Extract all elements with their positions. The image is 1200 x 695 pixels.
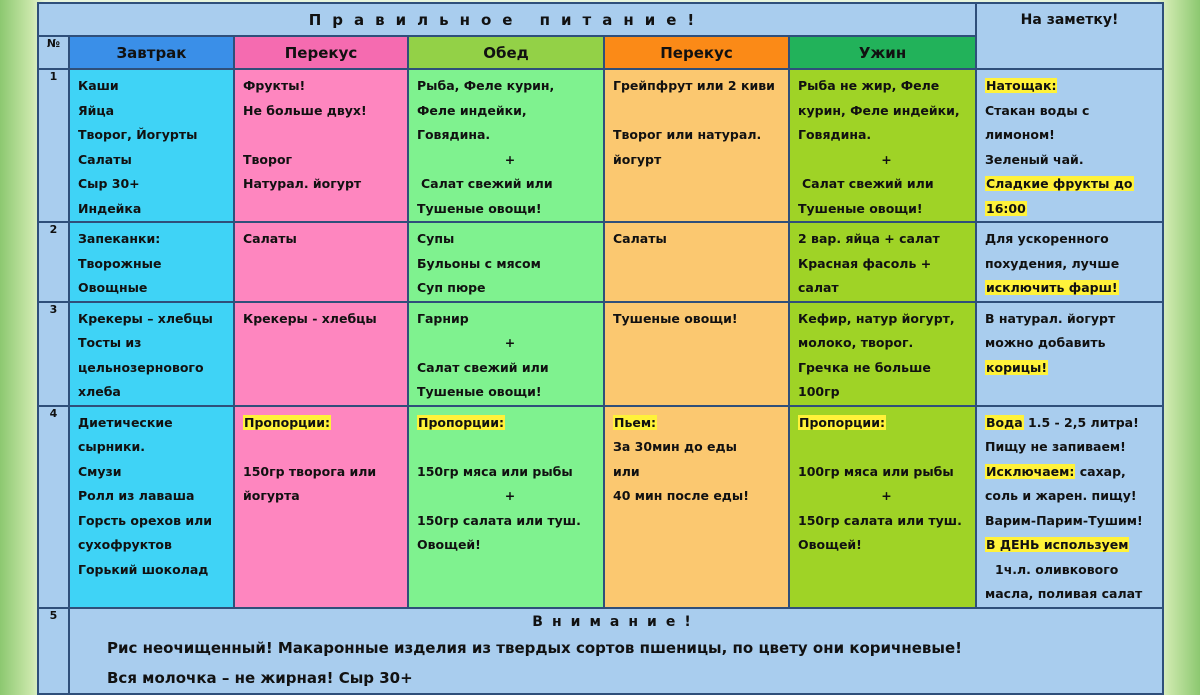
highlight: корицы!	[986, 359, 1048, 375]
cell-line: йогурт	[613, 151, 662, 167]
cell-line: Салат свежий или	[417, 359, 549, 375]
cell-breakfast	[69, 69, 234, 222]
cell-line: Салаты	[243, 231, 297, 246]
cell-line: Салат свежий или	[421, 176, 553, 191]
cell-line: Красная фасоль +	[798, 255, 932, 271]
cell-text: сахар,	[1075, 463, 1126, 479]
cell-line: Ролл из лаваша	[78, 488, 195, 503]
cell-line: Натурал. йогурт	[243, 176, 362, 191]
row-number: 4	[38, 406, 69, 608]
cell-line: йогурта	[243, 488, 300, 503]
cell-line: Супы	[417, 231, 455, 246]
cell-line: салат	[798, 280, 839, 295]
cell-line: 100гр мяса или рыбы	[798, 463, 954, 479]
cell-line: Запеканки:	[78, 231, 161, 246]
cell-line: Салат свежий или	[802, 176, 934, 191]
cell-line: Тушеные овощи!	[798, 200, 923, 216]
cell-line	[613, 411, 788, 436]
cell-line: Зеленый чай.	[985, 151, 1084, 167]
cell-notes	[976, 222, 1163, 302]
highlight: Пропорции:	[244, 414, 330, 430]
attention-line: Вся молочка – не жирная! Сыр 30+	[107, 668, 413, 687]
cell-line: Феле индейки,	[417, 102, 527, 118]
cell-dinner	[789, 222, 976, 302]
header-snack-2: Перекус	[604, 36, 789, 69]
cell-line: Горсть орехов или	[78, 512, 213, 528]
cell-lunch	[408, 302, 604, 406]
cell-line: Тосты из	[78, 335, 142, 350]
cell-notes	[976, 406, 1163, 608]
cell-line: Тушеные овощи!	[613, 310, 738, 326]
highlight: Сладкие фрукты до	[986, 176, 1133, 191]
cell-notes	[976, 302, 1163, 406]
cell-line: Тушеные овощи!	[417, 200, 542, 216]
cell-line	[985, 197, 1162, 222]
cell-line: Стакан воды с	[985, 102, 1090, 118]
cell-line: курин, Феле индейки,	[798, 102, 960, 118]
cell-line: Не больше двух!	[243, 102, 367, 118]
cell-line: 150гр мяса или рыбы	[417, 463, 573, 479]
attention-line: Рис неочищенный! Макаронные изделия из твердых сортов пшеницы, по цвету они коричневые!	[107, 638, 962, 657]
cell-line: Салаты	[78, 151, 132, 167]
cell-dinner	[789, 406, 976, 608]
cell-breakfast	[69, 222, 234, 302]
cell-line: Гарнир	[417, 310, 469, 326]
cell-lunch	[408, 69, 604, 222]
cell-lunch	[408, 406, 604, 608]
highlight: Вода	[986, 414, 1023, 430]
cell-line	[985, 172, 1162, 197]
cell-line: Крекеры - хлебцы	[243, 310, 377, 326]
cell-line: Горький шоколад	[78, 561, 209, 577]
cell-lunch	[408, 222, 604, 302]
cell-line: Гречка не больше	[798, 359, 931, 375]
cell-line	[985, 411, 1162, 436]
cell-line: Суп пюре	[417, 280, 486, 295]
cell-line: Бульоны с мясом	[417, 255, 541, 271]
highlight: Натощак:	[986, 78, 1057, 93]
cell-line	[417, 411, 603, 436]
cell-line: +	[881, 151, 892, 167]
cell-line: 150гр творога или	[243, 463, 377, 479]
table-row	[38, 69, 1163, 222]
cell-line: цельнозернового	[78, 359, 204, 375]
cell-line: Крекеры – хлебцы	[78, 310, 213, 326]
cell-line	[243, 435, 407, 460]
cell-line	[613, 99, 788, 124]
cell-line	[243, 123, 407, 148]
cell-line: 40 мин после еды!	[613, 488, 749, 503]
cell-line: Овощей!	[417, 537, 481, 552]
cell-line: 150гр салата или туш.	[798, 512, 962, 528]
cell-line: За 30мин до еды	[613, 439, 737, 454]
table-row	[38, 608, 1163, 694]
cell-line: Кефир, натур йогурт,	[798, 310, 955, 326]
cell-line: Диетические	[78, 414, 173, 430]
cell-line: Варим-Парим-Тушим!	[985, 512, 1143, 528]
cell-line: Для ускоренного	[985, 231, 1109, 246]
cell-line: +	[881, 488, 892, 503]
highlight: Исключаем:	[986, 463, 1075, 479]
header-breakfast: Завтрак	[69, 36, 234, 69]
cell-line: В натурал. йогурт	[985, 310, 1116, 326]
cell-line: Говядина.	[417, 127, 491, 142]
cell-line	[985, 533, 1162, 558]
cell-line: сырники.	[78, 439, 146, 454]
cell-snack-2	[604, 69, 789, 222]
cell-line	[243, 411, 407, 436]
table-row	[38, 222, 1163, 302]
cell-line: Фрукты!	[243, 78, 306, 93]
attention-title: Внимание!	[532, 613, 700, 630]
cell-line: лимоном!	[985, 127, 1055, 142]
cell-snack-1	[234, 302, 408, 406]
cell-line: Овощные	[78, 280, 148, 295]
table-title: Правильное питание!	[38, 3, 976, 36]
cell-notes	[976, 69, 1163, 222]
cell-dinner	[789, 69, 976, 222]
highlight: исключить фарш!	[986, 280, 1118, 295]
cell-line: +	[504, 151, 516, 167]
cell-text: 1.5 - 2,5 литра!	[1023, 414, 1139, 430]
cell-line	[985, 356, 1162, 381]
highlight: Пропорции:	[418, 414, 504, 430]
cell-line: Говядина.	[798, 127, 872, 142]
row-number: 3	[38, 302, 69, 406]
row-number: 2	[38, 222, 69, 302]
table-row	[38, 406, 1163, 608]
cell-line: 2 вар. яйца + салат	[798, 231, 940, 246]
number-header: №	[38, 36, 69, 69]
cell-breakfast	[69, 406, 234, 608]
cell-line: можно добавить	[985, 335, 1106, 350]
header-lunch: Обед	[408, 36, 604, 69]
cell-line: Творог или натурал.	[613, 127, 762, 142]
cell-line: Индейка	[78, 200, 142, 216]
cell-line: молоко, творог.	[798, 335, 914, 350]
cell-line: Тушеные овощи!	[417, 384, 542, 399]
cell-snack-2	[604, 222, 789, 302]
cell-line: 1ч.л. оливкового	[995, 561, 1119, 577]
cell-line: Яйца	[78, 102, 115, 118]
cell-line: масла, поливая салат	[985, 586, 1143, 601]
cell-line: или	[613, 463, 640, 479]
cell-line: похудения, лучше	[985, 255, 1120, 271]
cell-line: сухофруктов	[78, 537, 172, 552]
cell-line	[985, 74, 1162, 99]
cell-breakfast	[69, 302, 234, 406]
header-dinner: Ужин	[789, 36, 976, 69]
cell-line: Творог	[243, 151, 293, 167]
nutrition-table	[37, 2, 1164, 695]
cell-line: Рыба не жир, Феле	[798, 78, 940, 93]
cell-line	[985, 276, 1162, 301]
highlight: 16:00	[986, 200, 1026, 216]
cell-line: Грейпфрут или 2 киви	[613, 78, 775, 93]
row-number: 5	[38, 608, 69, 694]
cell-line	[798, 411, 975, 436]
cell-line: Пищу не запиваем!	[985, 439, 1126, 454]
cell-line	[985, 460, 1162, 485]
cell-line: Сыр 30+	[78, 176, 140, 191]
cell-line: соль и жарен. пищу!	[985, 488, 1137, 503]
cell-line: 100гр	[798, 384, 840, 399]
table-row	[38, 302, 1163, 406]
cell-line: +	[504, 335, 516, 350]
cell-snack-1	[234, 69, 408, 222]
attention-cell	[69, 608, 1163, 694]
cell-snack-1	[234, 222, 408, 302]
cell-line: Творог, Йогурты	[78, 127, 198, 142]
highlight: В ДЕНЬ используем	[986, 537, 1129, 552]
cell-snack-2	[604, 302, 789, 406]
cell-line: хлеба	[78, 384, 121, 399]
cell-line: Рыба, Феле курин,	[417, 78, 555, 93]
highlight: Пьем:	[614, 414, 657, 430]
notes-header: На заметку!	[976, 3, 1163, 69]
highlight: Пропорции:	[799, 414, 885, 430]
cell-dinner	[789, 302, 976, 406]
cell-snack-1	[234, 406, 408, 608]
cell-snack-2	[604, 406, 789, 608]
cell-line: +	[504, 488, 516, 503]
header-snack-1: Перекус	[234, 36, 408, 69]
cell-line: Салаты	[613, 231, 667, 246]
cell-line: Творожные	[78, 255, 162, 271]
cell-line: Овощей!	[798, 537, 862, 552]
row-number: 1	[38, 69, 69, 222]
cell-line	[798, 435, 975, 460]
cell-line: 150гр салата или туш.	[417, 512, 581, 528]
cell-line: Каши	[78, 78, 119, 93]
cell-line	[417, 435, 603, 460]
cell-line: Смузи	[78, 463, 122, 479]
